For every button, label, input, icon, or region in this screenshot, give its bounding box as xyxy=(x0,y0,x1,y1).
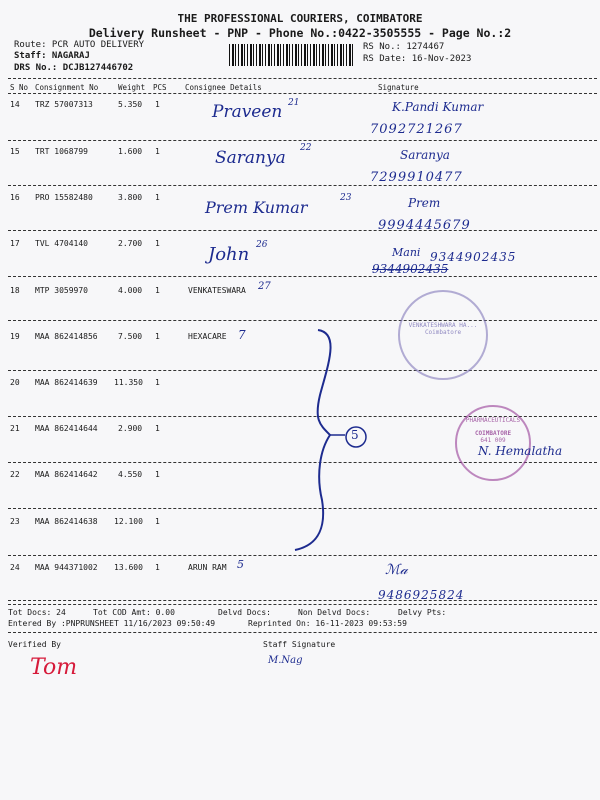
row-pcs: 1 xyxy=(155,147,160,156)
delivered-docs: Delvd Docs: xyxy=(218,608,271,617)
delivery-points: Delvy Pts: xyxy=(398,608,447,617)
barcode-image xyxy=(229,44,353,66)
consignee-number: 7 xyxy=(238,328,246,342)
row-pcs: 1 xyxy=(155,563,160,572)
row-pcs: 1 xyxy=(155,239,160,248)
row-consignment: MAA 862414638 xyxy=(35,517,98,526)
row-pcs: 1 xyxy=(155,424,160,433)
row-consignment: PRO 15582480 xyxy=(35,193,93,202)
staff-signature-label: Staff Signature xyxy=(263,640,336,649)
row-sno: 17 xyxy=(10,239,20,248)
row-consignment: MAA 862414856 xyxy=(35,332,98,341)
row-sno: 14 xyxy=(10,100,20,109)
row-weight: 3.800 xyxy=(118,193,143,202)
col-pcs: PCS xyxy=(153,83,167,92)
consignee-number: 5 xyxy=(237,558,244,571)
signature-handwritten: Mani xyxy=(392,246,421,259)
row-pcs: 1 xyxy=(155,193,160,202)
row-consignment: MAA 862414642 xyxy=(35,470,98,479)
row-weight: 1.600 xyxy=(118,147,143,156)
row-weight: 2.900 xyxy=(118,424,143,433)
consignee-number: 27 xyxy=(258,281,271,292)
signature-handwritten: Prem xyxy=(408,196,441,210)
row-pcs: 1 xyxy=(155,517,160,526)
row-consignment: MAA 862414639 xyxy=(35,378,98,387)
consignee-printed: ARUN RAM xyxy=(188,563,227,572)
entered-by: Entered By :PNPRUNSHEET 11/16/2023 09:50:49 xyxy=(8,619,216,628)
stamp-city: COIMBATORE xyxy=(474,430,512,437)
row-divider xyxy=(8,320,597,321)
staff-label: Staff: NAGARAJ xyxy=(14,51,90,61)
route-label: Route: PCR AUTO DELIVERY xyxy=(14,40,145,50)
phone-handwritten: 9994445679 xyxy=(378,218,471,233)
pharma-stamp xyxy=(455,405,531,481)
row-sno: 21 xyxy=(10,424,20,433)
row-divider xyxy=(8,230,597,231)
col-sno: S No xyxy=(10,83,29,92)
row-divider xyxy=(8,600,597,601)
consignee-number: 22 xyxy=(300,143,312,153)
row-sno: 24 xyxy=(10,563,20,572)
rs-number: RS No.: 1274467 xyxy=(363,42,445,52)
consignee-printed: VENKATESWARA xyxy=(188,286,246,295)
consignee-number: 21 xyxy=(288,98,300,108)
footer-rule xyxy=(8,604,597,605)
row-divider xyxy=(8,140,597,141)
row-pcs: 1 xyxy=(155,470,160,479)
verified-by-label: Verified By xyxy=(8,640,61,649)
col-consignee: Consignee Details xyxy=(185,83,262,92)
row-sno: 19 xyxy=(10,332,20,341)
stamp-text: PHARMACEUTICALS xyxy=(465,417,521,424)
row-pcs: 1 xyxy=(155,286,160,295)
row-sno: 16 xyxy=(10,193,20,202)
company-title: THE PROFESSIONAL COURIERS, COIMBATORE xyxy=(177,12,423,25)
consignee-handwritten: Saranya xyxy=(215,148,286,168)
row-divider xyxy=(8,185,597,186)
row-weight: 2.700 xyxy=(118,239,143,248)
consignee-number: 26 xyxy=(256,240,268,250)
header-rule-top xyxy=(8,78,597,79)
row-sno: 18 xyxy=(10,286,20,295)
row-pcs: 1 xyxy=(155,332,160,341)
runsheet-subtitle: Delivery Runsheet - PNP - Phone No.:0422-3505555 - Page No.:2 xyxy=(88,26,512,40)
row-weight: 4.000 xyxy=(118,286,143,295)
row-sno: 23 xyxy=(10,517,20,526)
reprinted-on: Reprinted On: 16-11-2023 09:53:59 xyxy=(248,619,407,628)
total-docs: Tot Docs: 24 xyxy=(8,608,66,617)
phone-handwritten: 9344902435 xyxy=(430,250,517,264)
group-bracket xyxy=(290,325,380,555)
row-consignment: TRZ 57007313 xyxy=(35,100,93,109)
header-rule-bottom xyxy=(8,93,597,94)
venkateswara-stamp xyxy=(398,290,488,380)
row-weight: 4.550 xyxy=(118,470,143,479)
row-sno: 15 xyxy=(10,147,20,156)
consignee-handwritten: Praveen xyxy=(212,102,283,122)
total-cod: Tot COD Amt: 0.00 xyxy=(93,608,175,617)
phone-handwritten: 7299910477 xyxy=(370,170,463,185)
row-weight: 12.100 xyxy=(114,517,143,526)
stamp-pin: 641 009 xyxy=(480,437,506,444)
consignee-handwritten: Prem Kumar xyxy=(205,198,308,217)
row-consignment: MAA 862414644 xyxy=(35,424,98,433)
row-divider xyxy=(8,555,597,556)
phone-handwritten: 7092721267 xyxy=(370,122,463,137)
bracket-count: 5 xyxy=(351,428,359,442)
row-weight: 11.350 xyxy=(114,378,143,387)
col-signature: Signature xyxy=(378,83,419,92)
consignee-number: 23 xyxy=(340,193,352,203)
footer-rule-2 xyxy=(8,632,597,633)
signature-scribble: ℳ𝒶 xyxy=(385,562,408,578)
phone-handwritten: 9486925824 xyxy=(378,588,465,602)
signature-handwritten: K.Pandi Kumar xyxy=(392,100,484,114)
row-sno: 20 xyxy=(10,378,20,387)
row-divider xyxy=(8,276,597,277)
rs-date: RS Date: 16-Nov-2023 xyxy=(363,54,472,64)
row-sno: 22 xyxy=(10,470,20,479)
pharma-signature: N. Hemalatha xyxy=(478,444,563,458)
row-weight: 13.600 xyxy=(114,563,143,572)
col-weight: Weight xyxy=(118,83,146,92)
drs-number: DRS No.: DCJB127446702 xyxy=(14,63,134,73)
row-consignment: MTP 3059970 xyxy=(35,286,88,295)
row-weight: 5.350 xyxy=(118,100,143,109)
verified-signature: Tom xyxy=(30,655,78,680)
col-consignment: Consignment No xyxy=(35,83,99,92)
struck-phone: 9344902435 xyxy=(372,262,449,276)
consignee-printed: HEXACARE xyxy=(188,332,227,341)
signature-handwritten: Saranya xyxy=(400,148,450,162)
row-pcs: 1 xyxy=(155,100,160,109)
stamp-text: VENKATESHWARA HA... Coimbatore xyxy=(408,322,478,336)
row-weight: 7.500 xyxy=(118,332,143,341)
staff-signature-hand: M.Nag xyxy=(268,655,303,666)
row-consignment: TRT 1068799 xyxy=(35,147,88,156)
row-consignment: MAA 944371002 xyxy=(35,563,98,572)
consignee-handwritten: John xyxy=(208,244,250,265)
row-consignment: TVL 4704140 xyxy=(35,239,88,248)
non-delivered-docs: Non Delvd Docs: xyxy=(298,608,371,617)
row-pcs: 1 xyxy=(155,378,160,387)
